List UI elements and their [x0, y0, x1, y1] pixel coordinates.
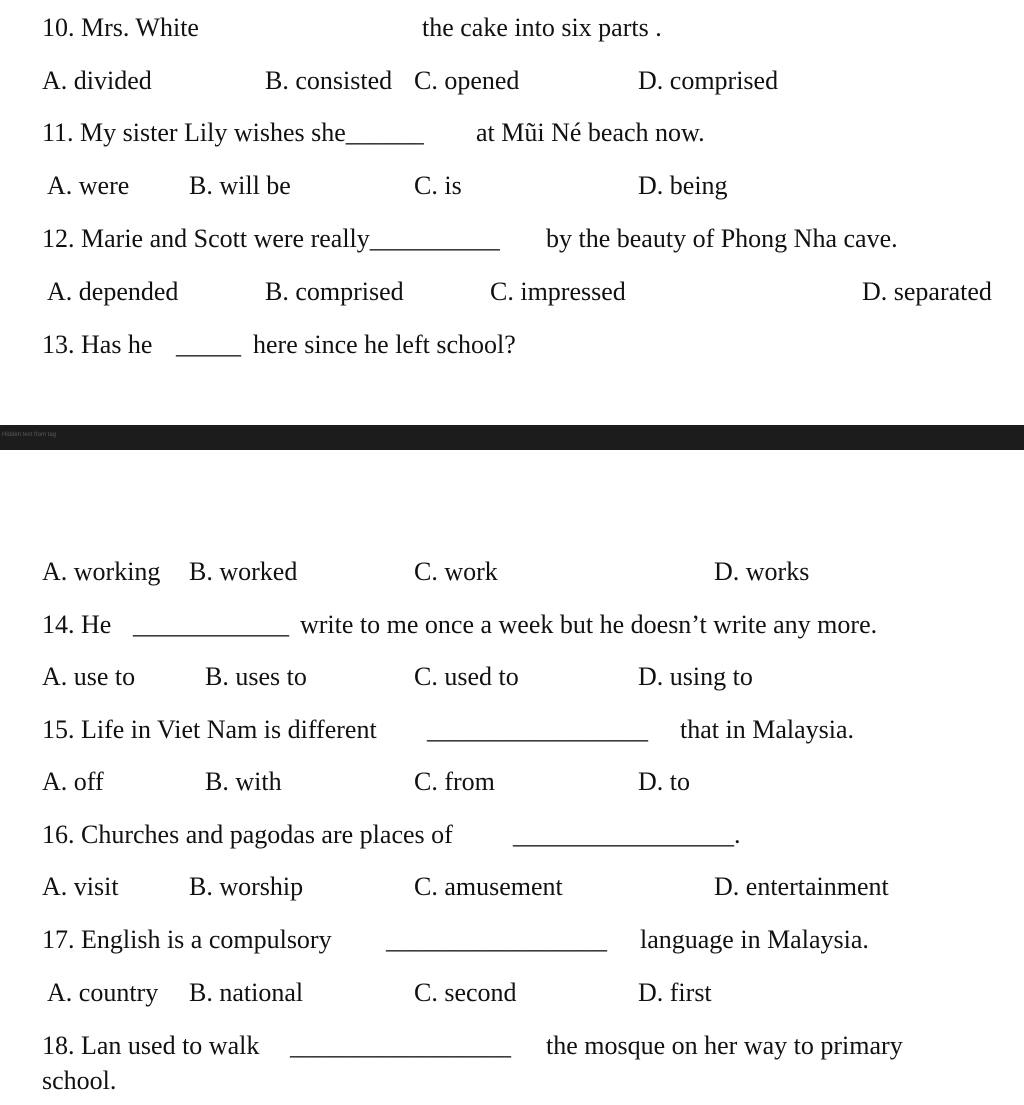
- q15-stem-start: 15. Life in Viet Nam is different: [42, 715, 377, 744]
- q14-option-c: C. used to: [414, 662, 519, 691]
- q10-option-a: A. divided: [42, 66, 152, 95]
- q13-option-b: B. worked: [189, 557, 298, 586]
- q18-stem-start: 18. Lan used to walk: [42, 1031, 260, 1060]
- q17-stem-end: language in Malaysia.: [640, 925, 869, 954]
- q11-option-d: D. being: [638, 171, 728, 200]
- q17-option-a: A. country: [47, 978, 159, 1007]
- q12-stem-start: 12. Marie and Scott were really__________: [42, 224, 500, 253]
- q12-option-a: A. depended: [47, 277, 179, 306]
- q14-stem-start: 14. He: [42, 610, 112, 639]
- q15-option-b: B. with: [205, 767, 282, 796]
- q17-option-c: C. second: [414, 978, 517, 1007]
- q15-blank: _________________: [427, 715, 648, 744]
- q11-stem-start: 11. My sister Lily wishes she______: [42, 118, 424, 147]
- q17-stem-start: 17. English is a compulsory: [42, 925, 332, 954]
- q17-blank: _________________: [386, 925, 607, 954]
- q16-option-c: C. amusement: [414, 872, 563, 901]
- q11-option-c: C. is: [414, 171, 462, 200]
- banner-caption: Hidden text from tag: [2, 432, 57, 438]
- q14-option-b: B. uses to: [205, 662, 307, 691]
- q13-option-d: D. works: [714, 557, 810, 586]
- q15-option-a: A. off: [42, 767, 104, 796]
- q16-stem-start: 16. Churches and pagodas are places of: [42, 820, 453, 849]
- q15-option-d: D. to: [638, 767, 690, 796]
- divider-banner: [0, 425, 1024, 450]
- q13-stem-start: 13. Has he: [42, 330, 153, 359]
- q14-blank: ____________: [133, 610, 289, 639]
- q17-option-d: D. first: [638, 978, 712, 1007]
- q10-stem-start: 10. Mrs. White: [42, 13, 199, 42]
- q10-option-b: B. consisted: [265, 66, 393, 95]
- q13-stem-end: here since he left school?: [253, 330, 516, 359]
- q13-blank: _____: [176, 330, 241, 359]
- q16-option-a: A. visit: [42, 872, 119, 901]
- q10-stem-end: the cake into six parts .: [422, 13, 662, 42]
- q18-stem-end: the mosque on her way to primary: [546, 1031, 903, 1060]
- q15-option-c: C. from: [414, 767, 495, 796]
- q11-option-a: A. were: [47, 171, 130, 200]
- q16-option-b: B. worship: [189, 872, 304, 901]
- q11-stem-end: at Mũi Né beach now.: [476, 118, 705, 147]
- q10-option-d: D. comprised: [638, 66, 779, 95]
- q15-stem-end: that in Malaysia.: [680, 715, 855, 744]
- q13-option-c: C. work: [414, 557, 498, 586]
- q17-option-b: B. national: [189, 978, 304, 1007]
- q11-option-b: B. will be: [189, 171, 291, 200]
- q16-option-d: D. entertainment: [714, 872, 889, 901]
- q16-blank: _________________.: [513, 820, 741, 849]
- q14-option-d: D. using to: [638, 662, 753, 691]
- q12-stem-end: by the beauty of Phong Nha cave.: [546, 224, 898, 253]
- q10-option-c: C. opened: [414, 66, 520, 95]
- q12-option-c: C. impressed: [490, 277, 626, 306]
- q12-option-b: B. comprised: [265, 277, 404, 306]
- q12-option-d: D. separated: [862, 277, 992, 306]
- q14-option-a: A. use to: [42, 662, 136, 691]
- q14-stem-end: write to me once a week but he doesn’t write any more.: [300, 610, 878, 639]
- q18-stem-continued: school.: [42, 1066, 117, 1095]
- q13-option-a: A. working: [42, 557, 161, 586]
- q18-blank: _________________: [290, 1031, 511, 1060]
